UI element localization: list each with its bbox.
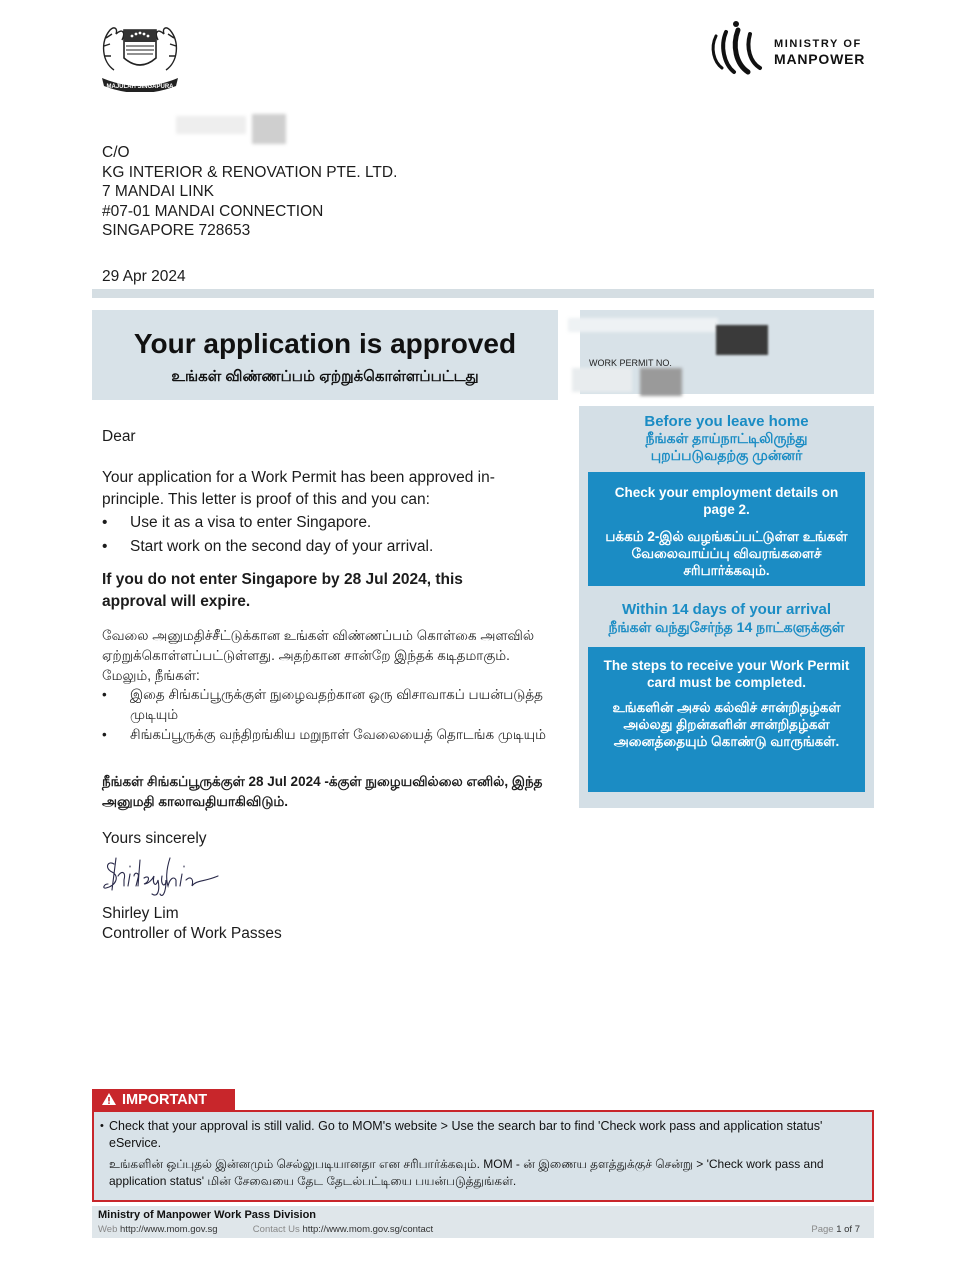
important-label-text: IMPORTANT: [122, 1092, 208, 1108]
redacted-permit-no: [572, 368, 632, 392]
instructions-sidebar: [579, 406, 874, 808]
singapore-crest-logo: [92, 12, 188, 92]
important-text: • Check that your approval is still valid. Go to MOM's website > Use the search bar to find 'Check work pass and application status' eService.: [109, 1118, 864, 1152]
signature-image: [100, 850, 230, 900]
employment-details-text-tamil: பக்கம் 2-இல் வழங்கப்பட்டுள்ள உங்கள் வேலைவாய்ப்பு விவரங்களைச் சரிபார்க்கவும்.: [605, 529, 848, 578]
address-line: 7 MANDAI LINK: [102, 183, 214, 201]
important-label: [92, 1089, 235, 1111]
greeting: Dear: [102, 428, 136, 445]
ministry-of-manpower-logo: [706, 18, 876, 78]
work-permit-label: WORK PERMIT NO.: [589, 358, 672, 368]
page-title: Your application is approved: [133, 328, 517, 359]
intro-paragraph-tamil: வேலை அனுமதிச்சீட்டுக்கான உங்கள் விண்ணப்பம் கொள்கை அளவில் ஏற்றுக்கொள்ளப்பட்டுள்ளது. அதற்கான சான்றே இந்தக் கடிதமாகும். மேலும், நீங்கள்:: [102, 628, 535, 683]
before-leave-heading-tamil-2: புறப்படுவதற்கு முன்னர்: [650, 447, 803, 463]
list-item: • Start work on the second day of your arrival.: [102, 536, 552, 558]
important-text-tamil: உங்களின் ஒப்புதல் இன்னமும் செல்லுபடியானதா என சரிபார்க்கவும். MOM - ன் இணைய தளத்துக்குச் சென்று > 'Check work pass and application status' மின் சேவையை தேட தேடல்பட்டியை பயன்படுத்துங்கள்.: [109, 1157, 824, 1188]
redacted-name: [176, 116, 246, 134]
manpower-text: MANPOWER: [774, 51, 866, 67]
warning-icon: [102, 1089, 116, 1111]
divider-bar: [92, 289, 874, 298]
expiry-warning: If you do not enter Singapore by 28 Jul 2024, this approval will expire.: [102, 571, 463, 610]
web-label: Web: [98, 1224, 118, 1235]
list-item: • Use it as a visa to enter Singapore.: [102, 512, 552, 534]
title-block: [92, 310, 558, 400]
contact-link[interactable]: http://www.mom.gov.sg/contact: [302, 1224, 434, 1235]
before-leave-heading-tamil-1: நீங்கள் தாய்நாட்டிலிருந்து: [645, 430, 808, 446]
ministry-of-text: MINISTRY OF: [774, 38, 862, 50]
list-item: • சிங்கப்பூருக்கு வந்திறங்கிய மறுநாள் வேலையைத் தொடங்க முடியும்: [102, 725, 547, 745]
intro-paragraph: Your application for a Work Permit has been approved in-principle. This letter is proof of this and you can:: [102, 469, 495, 508]
permissions-list-tamil: [102, 685, 547, 745]
redacted-worker-name-block: [716, 325, 768, 355]
page-number: [811, 1224, 860, 1235]
important-notice: [92, 1110, 874, 1202]
signer-name: Shirley Lim: [102, 905, 179, 922]
work-permit-steps-text-tamil: உங்களின் அசல் கல்விச் சான்றிதழ்கள் அல்லது திறன்களின் சான்றிதழ்கள் அனைத்தையும் கொண்டு வாருங்கள்.: [612, 700, 841, 749]
expiry-warning-tamil: நீங்கள் சிங்கப்பூருக்குள் 28 Jul 2024 -க்குள் நுழையவில்லை எனில், இந்த அனுமதி காலாவதியாகிவிடும்.: [102, 774, 543, 809]
web-link[interactable]: http://www.mom.gov.sg: [120, 1224, 218, 1235]
work-permit-steps-text: The steps to receive your Work Permit card must be completed.: [603, 658, 850, 690]
contact-label: Contact Us: [252, 1224, 300, 1235]
mom-mark-icon: [706, 18, 770, 78]
permissions-list: [102, 512, 552, 558]
employment-details-box: [588, 472, 865, 586]
crest-motto: MAJULAH SINGAPURA: [106, 84, 174, 90]
page-title-tamil: உங்கள் விண்ணப்பம் ஏற்றுக்கொள்ளப்பட்டது: [171, 368, 479, 385]
within-14-days-heading: Within 14 days of your arrival: [621, 601, 832, 618]
redacted-name-block: [252, 114, 286, 144]
redacted-worker-name: [568, 318, 718, 332]
footer-links: [98, 1224, 433, 1235]
address-line: KG INTERIOR & RENOVATION PTE. LTD.: [102, 163, 398, 181]
page-label: Page: [811, 1224, 834, 1235]
before-leave-heading: Before you leave home: [644, 413, 809, 430]
letter-date: 29 Apr 2024: [102, 268, 186, 285]
closing: Yours sincerely: [102, 830, 207, 847]
employment-details-text: Check your employment details on page 2.: [614, 485, 839, 517]
within-14-days-heading-tamil: நீங்கள் வந்துசேர்ந்த 14 நாட்களுக்குள்: [608, 619, 845, 635]
page-footer: [92, 1206, 874, 1238]
redacted-permit-block: [640, 368, 682, 396]
page-of: 1 of 7: [836, 1224, 860, 1235]
address-line: #07-01 MANDAI CONNECTION: [102, 202, 324, 220]
address-line: C/O: [102, 144, 130, 161]
list-item: • இதை சிங்கப்பூருக்குள் நுழைவதற்கான ஒரு விசாவாகப் பயன்படுத்த முடியும்: [102, 685, 547, 725]
signer-title: Controller of Work Passes: [102, 924, 282, 942]
footer-division: Ministry of Manpower Work Pass Division: [98, 1209, 317, 1221]
address-line: SINGAPORE 728653: [102, 222, 251, 240]
work-permit-steps-box: [588, 647, 865, 792]
signer-block: [102, 904, 552, 943]
recipient-address: [102, 143, 397, 241]
